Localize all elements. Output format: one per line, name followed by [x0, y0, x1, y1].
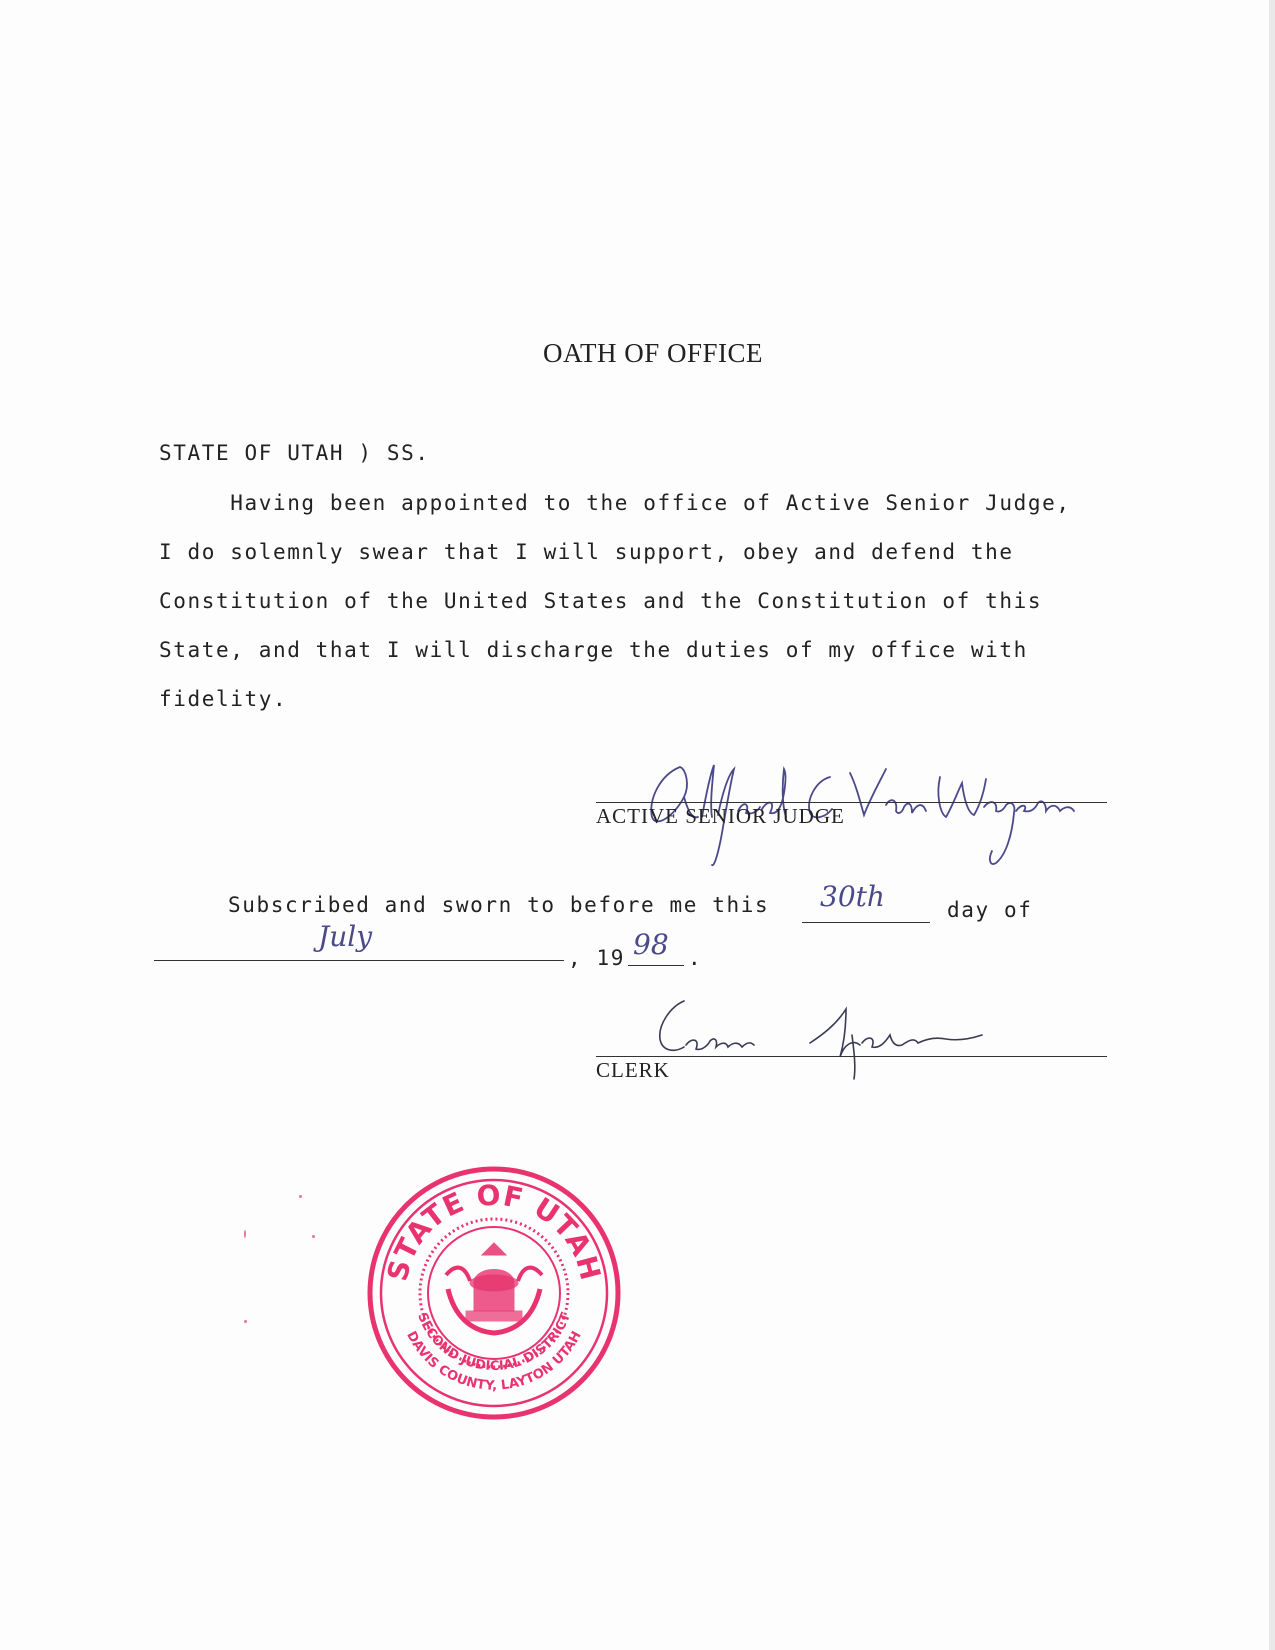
year-suffix: . — [688, 946, 703, 970]
clerk-signature — [640, 995, 1020, 1095]
body-line: Having been appointed to the office of Active Senior Judge, — [159, 491, 1071, 515]
clerk-caption: CLERK — [596, 1058, 670, 1082]
month-value: July — [318, 920, 373, 953]
clerk-signature-line — [596, 1056, 1107, 1057]
year-value: 98 — [633, 928, 669, 961]
body-line: Constitution of the United States and the Constitution of this — [159, 589, 1043, 613]
ink-speck — [244, 1320, 247, 1323]
subscribed-text: Subscribed and sworn to before me this — [228, 893, 770, 917]
judge-caption: ACTIVE SENIOR JUDGE — [596, 804, 845, 828]
body-line: I do solemnly swear that I will support, obey and defend the — [159, 540, 1014, 564]
body-line: State, and that I will discharge the duties of my office with — [159, 638, 1028, 662]
month-blank-line — [154, 960, 564, 961]
page-edge-shadow — [1269, 0, 1275, 1650]
day-of-text: day of — [947, 898, 1033, 922]
venue-line: STATE OF UTAH ) SS. — [159, 441, 430, 465]
year-prefix: , 19 — [568, 946, 625, 970]
svg-text:SECOND JUDICIAL DISTRICT: SECOND JUDICIAL DISTRICT — [414, 1310, 574, 1375]
svg-text:STATE OF UTAH: STATE OF UTAH — [380, 1178, 608, 1285]
ink-speck — [312, 1235, 315, 1238]
svg-text:DAVIS COUNTY, LAYTON UTAH: DAVIS COUNTY, LAYTON UTAH — [403, 1328, 585, 1394]
ink-speck — [299, 1195, 302, 1198]
day-blank-line — [802, 922, 930, 923]
year-blank-line — [628, 965, 684, 966]
document-title: OATH OF OFFICE — [542, 338, 764, 368]
day-value: 30th — [820, 880, 885, 913]
court-seal — [366, 1165, 622, 1421]
judge-signature-line — [596, 802, 1107, 803]
body-line: fidelity. — [159, 687, 288, 711]
ink-speck — [244, 1230, 246, 1238]
